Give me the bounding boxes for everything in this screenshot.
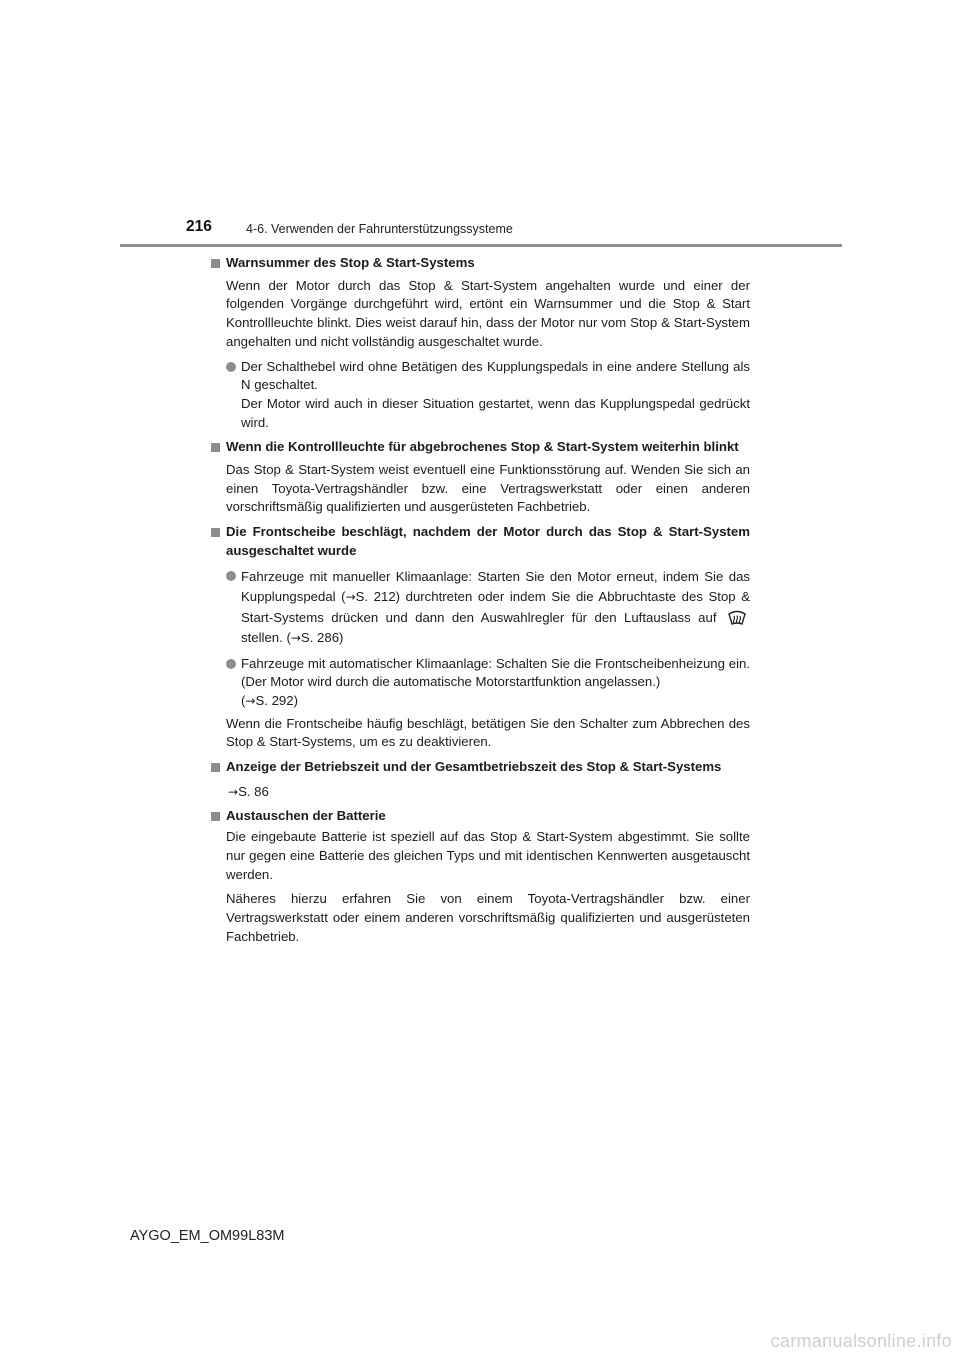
windshield-defroster-icon — [728, 610, 746, 626]
circle-bullet-icon — [226, 659, 236, 669]
page-reference[interactable]: S. 86 — [238, 783, 269, 799]
page-number: 216 — [186, 218, 212, 235]
heading-battery-replacement: Austauschen der Batterie — [210, 807, 750, 826]
page-reference[interactable]: S. 292 — [255, 692, 294, 708]
heading-warning-buzzer: Warnsummer des Stop & Start-Systems — [210, 254, 750, 273]
arrow-symbol: → — [228, 784, 239, 799]
page-reference[interactable]: S. 286 — [300, 630, 340, 646]
list-item-automatic-climate: Fahrzeuge mit automatischer Klimaanlage: Schalten Sie die Frontscheibenheizung ein. (Der Motor wird durch die automatische Motorstartfunktion angelassen.) (→S. 292) — [210, 655, 750, 711]
paragraph-battery-1: Die eingebaute Batterie ist speziell auf das Stop & Start-System abgestimmt. Sie sollte nur gegen eine Batterie des gleichen Typs und mit identischen Kennwerten ausgetauscht werden. — [226, 829, 750, 882]
document-code: AYGO_EM_OM99L83M — [130, 1228, 285, 1244]
watermark-text: carmanualsonline.info — [770, 1331, 952, 1351]
square-bullet-icon — [211, 812, 220, 821]
header-rule — [120, 244, 842, 247]
page-reference[interactable]: S. 212 — [355, 589, 396, 605]
square-bullet-icon — [211, 259, 220, 268]
square-bullet-icon — [211, 763, 220, 772]
reference-operating-time — [210, 783, 750, 802]
paragraph-battery-2: Näheres hierzu erfahren Sie von einem Toyota-Vertragshändler bzw. einer Vertragswerkstatt oder einem anderen vorschriftsmäßig qualifizierten und ausgerüsteten Fachbetrieb. — [226, 891, 750, 944]
manual-content — [210, 254, 750, 946]
section-title: 4-6. Verwenden der Fahrunterstützungssysteme — [246, 222, 513, 236]
circle-bullet-icon — [226, 571, 236, 581]
heading-operating-time: Anzeige der Betriebszeit und der Gesamtbetriebszeit des Stop & Start-Systems — [210, 758, 750, 777]
paragraph-warning-buzzer: Wenn der Motor durch das Stop & Start-System angehalten wurde und einer der folgenden Vorgänge durchgeführt wird, ertönt ein Warnsummer und die Stop & Start Kontrollleuchte blinkt. Dies weist darauf hin, dass der Motor nur vom Stop & Start-System angehalten und nicht vollständig ausgeschaltet wurde. — [226, 277, 750, 349]
circle-bullet-icon — [226, 362, 236, 372]
square-bullet-icon — [211, 443, 220, 452]
arrow-symbol: → — [245, 693, 256, 708]
square-bullet-icon — [211, 528, 220, 537]
arrow-symbol: → — [345, 590, 356, 605]
list-item-manual-climate: Fahrzeuge mit manueller Klimaanlage: Starten Sie den Motor erneut, indem Sie das Kupplungspedal (→S. 212) durchtreten oder indem Sie die Abbruchtaste des Stop & Start-Systems drücken und dann den Auswahlregler für den Luftauslass auf stellen. (→S. 286) — [210, 567, 750, 649]
list-item-shift-lever: Der Schalthebel wird ohne Betätigen des Kupplungspedals in eine andere Stellung als N geschaltet. Der Motor wird auch in dieser Situation gestartet, wenn das Kupplungspedal gedrückt wird. — [210, 358, 750, 433]
paragraph-indicator-blinking: Das Stop & Start-System weist eventuell eine Funktionsstörung auf. Wenden Sie sich an einen Toyota-Vertragshändler bzw. eine Vertragswerkstatt oder einen anderen vorschriftsmäßig qualifizierten und ausgerüsteten Fachbetrieb. — [226, 462, 750, 515]
heading-indicator-blinking: Wenn die Kontrollleuchte für abgebrochenes Stop & Start-System weiterhin blinkt — [210, 438, 750, 457]
heading-windshield-fogging: Die Frontscheibe beschlägt, nachdem der Motor durch das Stop & Start-System ausgeschaltet wurde — [210, 523, 750, 560]
paragraph-frequent-fogging: Wenn die Frontscheibe häufig beschlägt, betätigen Sie den Schalter zum Abbrechen des Stop & Start-Systems, um es zu deaktivieren. — [226, 715, 750, 750]
arrow-symbol: → — [290, 631, 301, 646]
